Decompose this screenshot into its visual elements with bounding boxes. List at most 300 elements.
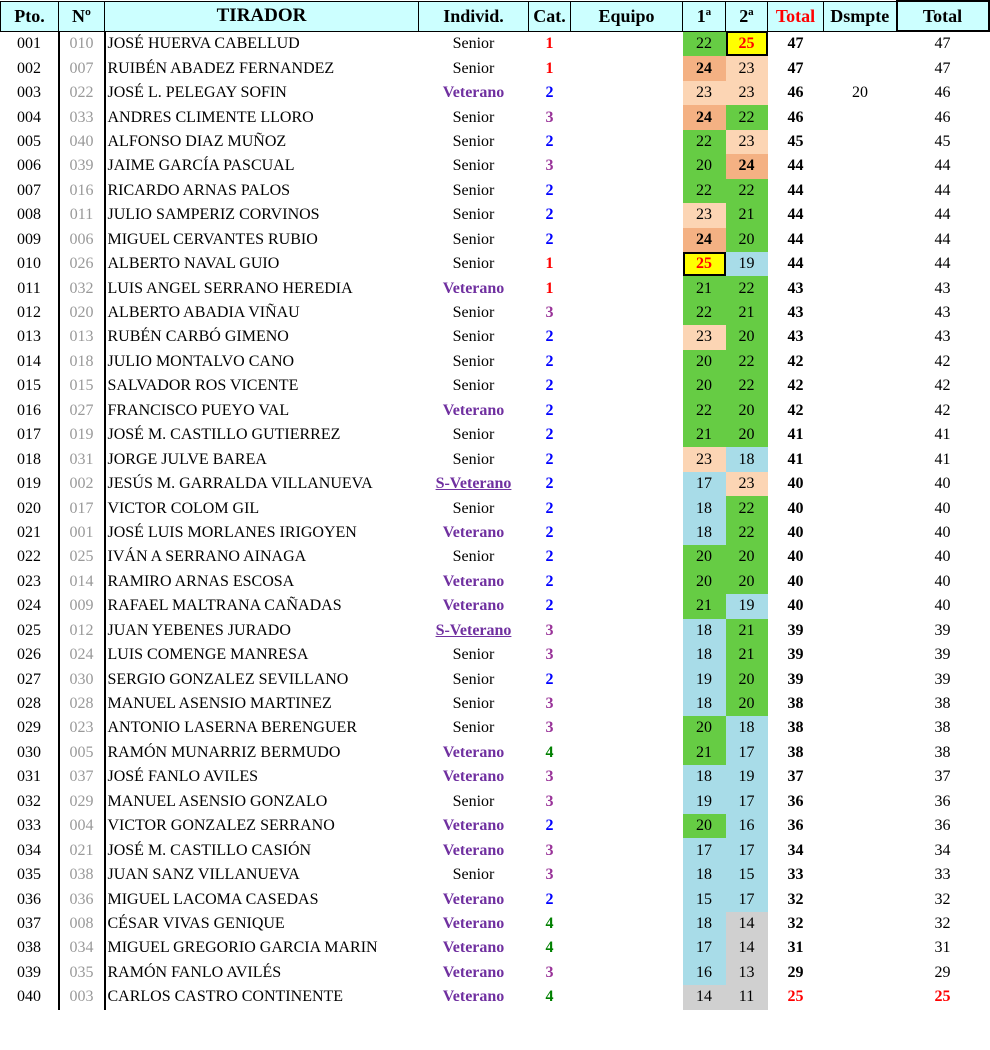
table-row bbox=[1, 936, 989, 960]
cell-total: 38 bbox=[787, 695, 804, 713]
cell-round2: 21 bbox=[726, 203, 768, 227]
cell-cat: 2 bbox=[545, 401, 554, 419]
cell-dsmpte bbox=[824, 521, 897, 545]
cell-round2: 19 bbox=[726, 252, 768, 276]
cell-round1: 23 bbox=[683, 203, 726, 227]
table-row bbox=[1, 179, 989, 203]
cell-total: 31 bbox=[787, 939, 804, 957]
cell-dsmpte bbox=[824, 276, 897, 300]
cell-round2: 14 bbox=[726, 912, 768, 936]
cell-cat: 4 bbox=[545, 914, 554, 932]
cell-number: 004 bbox=[59, 814, 105, 838]
cell-cat: 1 bbox=[545, 255, 554, 273]
cell-final-total: 39 bbox=[934, 621, 951, 639]
cell-category-individual: Senior bbox=[452, 646, 495, 664]
cell-dsmpte bbox=[824, 741, 897, 765]
cell-position: 026 bbox=[1, 643, 59, 667]
cell-category-individual: Senior bbox=[452, 792, 495, 810]
cell-number: 001 bbox=[59, 521, 105, 545]
cell-shooter-name: JOSÉ M. CASTILLO GUTIERREZ bbox=[107, 426, 341, 444]
cell-dsmpte bbox=[824, 619, 897, 643]
cell-final-total: 42 bbox=[934, 377, 951, 395]
cell-total: 42 bbox=[787, 401, 804, 419]
cell-position: 025 bbox=[1, 619, 59, 643]
cell-round2: 22 bbox=[726, 374, 768, 398]
cell-shooter-name: MANUEL ASENSIO GONZALO bbox=[107, 792, 328, 810]
cell-cat: 3 bbox=[545, 792, 554, 810]
cell-shooter-name: JOSÉ L. PELEGAY SOFIN bbox=[107, 84, 287, 102]
cell-dsmpte bbox=[824, 472, 897, 496]
cell-round1: 20 bbox=[683, 545, 726, 569]
cell-number: 023 bbox=[59, 716, 105, 740]
table-row bbox=[1, 667, 989, 691]
cell-total: 43 bbox=[787, 304, 804, 322]
table-row bbox=[1, 716, 989, 740]
cell-total: 25 bbox=[787, 988, 804, 1006]
cell-cat: 3 bbox=[545, 695, 554, 713]
cell-shooter-name: SERGIO GONZALEZ SEVILLANO bbox=[107, 670, 349, 688]
cell-number: 032 bbox=[59, 276, 105, 300]
cell-number: 040 bbox=[59, 130, 105, 154]
cell-total: 33 bbox=[787, 866, 804, 884]
cell-position: 010 bbox=[1, 252, 59, 276]
cell-round2: 20 bbox=[726, 228, 768, 252]
cell-number: 039 bbox=[59, 154, 105, 178]
cell-position: 035 bbox=[1, 863, 59, 887]
cell-round1: 18 bbox=[683, 496, 726, 520]
cell-round2: 11 bbox=[726, 985, 768, 1009]
table-row bbox=[1, 643, 989, 667]
cell-round2: 18 bbox=[726, 716, 768, 740]
cell-number: 012 bbox=[59, 619, 105, 643]
cell-total: 44 bbox=[787, 255, 804, 273]
cell-dsmpte bbox=[824, 667, 897, 691]
header-equipo: Equipo bbox=[571, 1, 683, 31]
cell-round2: 17 bbox=[726, 887, 768, 911]
cell-category-individual: Senior bbox=[452, 34, 495, 52]
cell-dsmpte bbox=[824, 154, 897, 178]
cell-team bbox=[571, 570, 683, 594]
cell-total: 47 bbox=[787, 34, 804, 52]
cell-round2: 20 bbox=[726, 325, 768, 349]
cell-dsmpte bbox=[824, 203, 897, 227]
cell-final-total: 32 bbox=[934, 890, 951, 908]
cell-position: 027 bbox=[1, 667, 59, 691]
cell-team bbox=[571, 936, 683, 960]
cell-number: 034 bbox=[59, 936, 105, 960]
cell-team bbox=[571, 863, 683, 887]
cell-position: 039 bbox=[1, 961, 59, 985]
cell-position: 001 bbox=[1, 31, 59, 56]
cell-category-individual: Veterano bbox=[442, 817, 505, 835]
cell-cat: 2 bbox=[545, 475, 554, 493]
cell-round1: 14 bbox=[683, 985, 726, 1009]
cell-round2: 20 bbox=[726, 667, 768, 691]
cell-team bbox=[571, 594, 683, 618]
cell-shooter-name: JULIO SAMPERIZ CORVINOS bbox=[107, 206, 320, 224]
cell-dsmpte bbox=[824, 863, 897, 887]
cell-team bbox=[571, 105, 683, 129]
cell-category-individual: S-Veterano bbox=[435, 475, 512, 493]
cell-final-total: 40 bbox=[934, 572, 951, 590]
cell-category-individual: Veterano bbox=[442, 743, 505, 761]
cell-team bbox=[571, 521, 683, 545]
cell-round2: 23 bbox=[726, 130, 768, 154]
cell-team bbox=[571, 31, 683, 56]
cell-team bbox=[571, 130, 683, 154]
cell-shooter-name: IVÁN A SERRANO AINAGA bbox=[107, 548, 307, 566]
cell-round2: 21 bbox=[726, 301, 768, 325]
cell-position: 003 bbox=[1, 81, 59, 105]
cell-round2: 16 bbox=[726, 814, 768, 838]
cell-cat: 2 bbox=[545, 206, 554, 224]
cell-team bbox=[571, 496, 683, 520]
cell-round1: 21 bbox=[683, 741, 726, 765]
cell-total: 42 bbox=[787, 352, 804, 370]
cell-category-individual: Senior bbox=[452, 206, 495, 224]
cell-total: 40 bbox=[787, 548, 804, 566]
cell-round1: 15 bbox=[683, 887, 726, 911]
cell-category-individual: Veterano bbox=[442, 597, 505, 615]
cell-position: 024 bbox=[1, 594, 59, 618]
table-row bbox=[1, 863, 989, 887]
table-row bbox=[1, 447, 989, 471]
cell-shooter-name: MIGUEL CERVANTES RUBIO bbox=[107, 230, 318, 248]
cell-position: 030 bbox=[1, 741, 59, 765]
cell-team bbox=[571, 716, 683, 740]
cell-position: 018 bbox=[1, 447, 59, 471]
cell-round1: 18 bbox=[683, 765, 726, 789]
cell-cat: 2 bbox=[545, 450, 554, 468]
cell-cat: 1 bbox=[545, 59, 554, 77]
cell-final-total: 31 bbox=[934, 939, 951, 957]
cell-position: 005 bbox=[1, 130, 59, 154]
cell-round2: 20 bbox=[726, 545, 768, 569]
cell-round2: 21 bbox=[726, 619, 768, 643]
cell-dsmpte bbox=[824, 692, 897, 716]
cell-category-individual: Senior bbox=[452, 132, 495, 150]
cell-number: 031 bbox=[59, 447, 105, 471]
cell-cat: 3 bbox=[545, 841, 554, 859]
cell-team bbox=[571, 961, 683, 985]
cell-round2: 17 bbox=[726, 741, 768, 765]
cell-number: 026 bbox=[59, 252, 105, 276]
cell-number: 006 bbox=[59, 228, 105, 252]
cell-final-total: 43 bbox=[934, 328, 951, 346]
cell-position: 022 bbox=[1, 545, 59, 569]
cell-final-total: 38 bbox=[934, 695, 951, 713]
cell-team bbox=[571, 838, 683, 862]
cell-final-total: 40 bbox=[934, 597, 951, 615]
cell-final-total: 42 bbox=[934, 401, 951, 419]
cell-category-individual: Senior bbox=[452, 548, 495, 566]
cell-dsmpte bbox=[824, 350, 897, 374]
cell-number: 022 bbox=[59, 81, 105, 105]
table-row bbox=[1, 961, 989, 985]
cell-shooter-name: JULIO MONTALVO CANO bbox=[107, 352, 295, 370]
cell-position: 008 bbox=[1, 203, 59, 227]
cell-total: 40 bbox=[787, 572, 804, 590]
cell-category-individual: Senior bbox=[452, 59, 495, 77]
cell-dsmpte bbox=[824, 374, 897, 398]
cell-shooter-name: CÉSAR VIVAS GENIQUE bbox=[107, 914, 285, 932]
cell-final-total: 36 bbox=[934, 792, 951, 810]
cell-final-total: 43 bbox=[934, 279, 951, 297]
cell-category-individual: Senior bbox=[452, 670, 495, 688]
cell-final-total: 25 bbox=[934, 988, 951, 1006]
cell-total: 44 bbox=[787, 181, 804, 199]
cell-round1: 24 bbox=[683, 228, 726, 252]
cell-final-total: 44 bbox=[934, 181, 951, 199]
cell-category-individual: Veterano bbox=[442, 890, 505, 908]
cell-round1: 24 bbox=[683, 105, 726, 129]
cell-category-individual: Senior bbox=[452, 328, 495, 346]
table-row bbox=[1, 594, 989, 618]
cell-dsmpte bbox=[824, 325, 897, 349]
cell-cat: 3 bbox=[545, 768, 554, 786]
cell-shooter-name: ALFONSO DIAZ MUÑOZ bbox=[107, 132, 287, 150]
cell-number: 025 bbox=[59, 545, 105, 569]
cell-shooter-name: JUAN YEBENES JURADO bbox=[107, 621, 291, 639]
cell-position: 031 bbox=[1, 765, 59, 789]
cell-position: 019 bbox=[1, 472, 59, 496]
cell-position: 021 bbox=[1, 521, 59, 545]
cell-cat: 3 bbox=[545, 621, 554, 639]
table-row bbox=[1, 105, 989, 129]
cell-dsmpte bbox=[824, 496, 897, 520]
cell-number: 014 bbox=[59, 570, 105, 594]
cell-shooter-name: ALBERTO ABADIA VIÑAU bbox=[107, 304, 300, 322]
cell-category-individual: Senior bbox=[452, 157, 495, 175]
cell-round1: 17 bbox=[683, 936, 726, 960]
cell-final-total: 41 bbox=[934, 426, 951, 444]
cell-category-individual: S-Veterano bbox=[435, 621, 512, 639]
cell-total: 45 bbox=[787, 132, 804, 150]
cell-category-individual: Senior bbox=[452, 499, 495, 517]
cell-category-individual: Veterano bbox=[442, 84, 505, 102]
cell-number: 027 bbox=[59, 399, 105, 423]
cell-position: 032 bbox=[1, 790, 59, 814]
cell-shooter-name: JOSÉ LUIS MORLANES IRIGOYEN bbox=[107, 523, 357, 541]
cell-shooter-name: MIGUEL GREGORIO GARCIA MARIN bbox=[107, 939, 378, 957]
header-no: Nº bbox=[59, 1, 105, 31]
header-pto: Pto. bbox=[1, 1, 59, 31]
cell-dsmpte bbox=[824, 105, 897, 129]
cell-total: 43 bbox=[787, 279, 804, 297]
cell-number: 017 bbox=[59, 496, 105, 520]
cell-total: 44 bbox=[787, 206, 804, 224]
cell-shooter-name: RAMÓN MUNARRIZ BERMUDO bbox=[107, 743, 341, 761]
header-round1: 1ª bbox=[683, 1, 726, 31]
table-row bbox=[1, 81, 989, 105]
cell-final-total: 38 bbox=[934, 743, 951, 761]
cell-cat: 1 bbox=[545, 279, 554, 297]
cell-round1: 18 bbox=[683, 619, 726, 643]
cell-number: 024 bbox=[59, 643, 105, 667]
cell-round2: 25 bbox=[726, 31, 768, 56]
cell-round2: 23 bbox=[726, 81, 768, 105]
cell-number: 002 bbox=[59, 472, 105, 496]
cell-number: 003 bbox=[59, 985, 105, 1009]
cell-round1: 21 bbox=[683, 423, 726, 447]
cell-dsmpte bbox=[824, 545, 897, 569]
cell-final-total: 37 bbox=[934, 768, 951, 786]
cell-number: 018 bbox=[59, 350, 105, 374]
cell-shooter-name: RUBÉN CARBÓ GIMENO bbox=[107, 328, 289, 346]
cell-final-total: 47 bbox=[934, 35, 951, 53]
cell-dsmpte bbox=[824, 838, 897, 862]
cell-category-individual: Veterano bbox=[442, 279, 505, 297]
cell-round2: 22 bbox=[726, 179, 768, 203]
cell-final-total: 40 bbox=[934, 475, 951, 493]
cell-shooter-name: VICTOR COLOM GIL bbox=[107, 499, 260, 517]
cell-total: 38 bbox=[787, 719, 804, 737]
cell-number: 028 bbox=[59, 692, 105, 716]
cell-round1: 22 bbox=[683, 130, 726, 154]
table-row bbox=[1, 741, 989, 765]
cell-round1: 21 bbox=[683, 276, 726, 300]
cell-round2: 24 bbox=[726, 154, 768, 178]
cell-position: 023 bbox=[1, 570, 59, 594]
cell-total: 40 bbox=[787, 523, 804, 541]
cell-final-total: 44 bbox=[934, 206, 951, 224]
cell-category-individual: Senior bbox=[452, 695, 495, 713]
cell-round1: 22 bbox=[683, 31, 726, 56]
cell-round1: 23 bbox=[683, 325, 726, 349]
cell-total: 47 bbox=[787, 59, 804, 77]
cell-number: 010 bbox=[59, 31, 105, 56]
table-row bbox=[1, 814, 989, 838]
cell-cat: 2 bbox=[545, 890, 554, 908]
cell-round2: 18 bbox=[726, 447, 768, 471]
cell-position: 029 bbox=[1, 716, 59, 740]
cell-round2: 17 bbox=[726, 838, 768, 862]
header-dsmpte: Dsmpte bbox=[824, 1, 897, 31]
cell-team bbox=[571, 301, 683, 325]
cell-cat: 3 bbox=[545, 157, 554, 175]
cell-final-total: 39 bbox=[934, 670, 951, 688]
header-individ: Individ. bbox=[419, 1, 529, 31]
cell-position: 020 bbox=[1, 496, 59, 520]
cell-total: 34 bbox=[787, 841, 804, 859]
cell-total: 39 bbox=[787, 621, 804, 639]
cell-round1: 20 bbox=[683, 716, 726, 740]
table-row bbox=[1, 301, 989, 325]
cell-category-individual: Senior bbox=[452, 866, 495, 884]
cell-position: 017 bbox=[1, 423, 59, 447]
cell-shooter-name: JOSÉ M. CASTILLO CASIÓN bbox=[107, 841, 312, 859]
cell-round2: 20 bbox=[726, 399, 768, 423]
cell-cat: 3 bbox=[545, 108, 554, 126]
cell-dsmpte bbox=[824, 643, 897, 667]
cell-final-total: 39 bbox=[934, 646, 951, 664]
cell-category-individual: Veterano bbox=[442, 988, 505, 1006]
cell-cat: 3 bbox=[545, 304, 554, 322]
cell-round1: 22 bbox=[683, 179, 726, 203]
table-row bbox=[1, 912, 989, 936]
cell-number: 019 bbox=[59, 423, 105, 447]
cell-round2: 15 bbox=[726, 863, 768, 887]
cell-number: 008 bbox=[59, 912, 105, 936]
cell-category-individual: Veterano bbox=[442, 914, 505, 932]
cell-number: 030 bbox=[59, 667, 105, 691]
cell-round1: 18 bbox=[683, 912, 726, 936]
cell-cat: 4 bbox=[545, 939, 554, 957]
cell-dsmpte bbox=[824, 912, 897, 936]
cell-shooter-name: MIGUEL LACOMA CASEDAS bbox=[107, 890, 319, 908]
cell-position: 012 bbox=[1, 301, 59, 325]
cell-team bbox=[571, 447, 683, 471]
cell-team bbox=[571, 814, 683, 838]
cell-position: 034 bbox=[1, 838, 59, 862]
cell-round2: 19 bbox=[726, 765, 768, 789]
cell-dsmpte bbox=[824, 179, 897, 203]
cell-final-total: 29 bbox=[934, 963, 951, 981]
table-row bbox=[1, 887, 989, 911]
cell-dsmpte bbox=[824, 887, 897, 911]
cell-position: 033 bbox=[1, 814, 59, 838]
cell-shooter-name: RAMIRO ARNAS ESCOSA bbox=[107, 572, 295, 590]
cell-team bbox=[571, 741, 683, 765]
cell-round2: 20 bbox=[726, 570, 768, 594]
cell-position: 037 bbox=[1, 912, 59, 936]
results-body bbox=[1, 31, 989, 1010]
cell-total: 40 bbox=[787, 475, 804, 493]
table-row bbox=[1, 228, 989, 252]
cell-team bbox=[571, 179, 683, 203]
cell-position: 009 bbox=[1, 228, 59, 252]
header-row bbox=[1, 1, 989, 31]
cell-number: 033 bbox=[59, 105, 105, 129]
cell-team bbox=[571, 374, 683, 398]
cell-round1: 20 bbox=[683, 350, 726, 374]
cell-cat: 2 bbox=[545, 523, 554, 541]
cell-round1: 17 bbox=[683, 472, 726, 496]
cell-team bbox=[571, 154, 683, 178]
cell-total: 44 bbox=[787, 230, 804, 248]
cell-category-individual: Veterano bbox=[442, 939, 505, 957]
cell-dsmpte bbox=[824, 985, 897, 1009]
cell-round1: 22 bbox=[683, 301, 726, 325]
cell-total: 32 bbox=[787, 890, 804, 908]
cell-final-total: 33 bbox=[934, 866, 951, 884]
cell-round1: 18 bbox=[683, 643, 726, 667]
cell-category-individual: Senior bbox=[452, 377, 495, 395]
table-row bbox=[1, 521, 989, 545]
table-row bbox=[1, 276, 989, 300]
cell-shooter-name: LUIS ANGEL SERRANO HEREDIA bbox=[107, 279, 353, 297]
header-tirador: TIRADOR bbox=[105, 1, 419, 31]
cell-dsmpte bbox=[824, 301, 897, 325]
cell-shooter-name: LUIS COMENGE MANRESA bbox=[107, 646, 309, 664]
cell-shooter-name: RICARDO ARNAS PALOS bbox=[107, 181, 291, 199]
cell-team bbox=[571, 56, 683, 80]
cell-category-individual: Senior bbox=[452, 719, 495, 737]
cell-final-total: 44 bbox=[934, 157, 951, 175]
cell-dsmpte bbox=[824, 31, 897, 56]
cell-shooter-name: MANUEL ASENSIO MARTINEZ bbox=[107, 695, 332, 713]
table-row bbox=[1, 154, 989, 178]
cell-round1: 21 bbox=[683, 594, 726, 618]
table-row bbox=[1, 692, 989, 716]
table-row bbox=[1, 765, 989, 789]
cell-total: 42 bbox=[787, 377, 804, 395]
cell-cat: 2 bbox=[545, 132, 554, 150]
cell-team bbox=[571, 399, 683, 423]
cell-round2: 20 bbox=[726, 423, 768, 447]
cell-cat: 2 bbox=[545, 181, 554, 199]
cell-round1: 18 bbox=[683, 692, 726, 716]
